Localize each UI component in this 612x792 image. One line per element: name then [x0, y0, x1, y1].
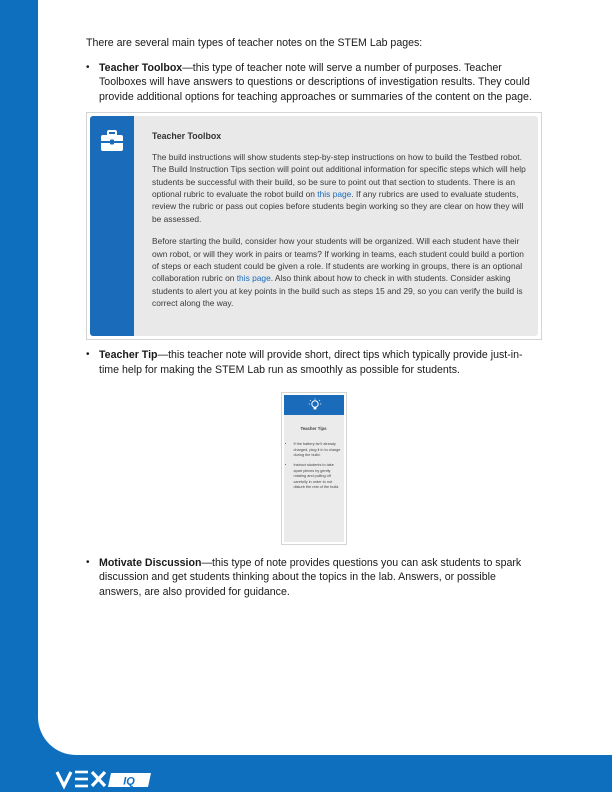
- toolbox-text: . If any rubrics are used to evaluate students, review the rubric or pass out copies before students begin working so they are clear on how they will be assessed.: [152, 189, 524, 224]
- tips-card: [284, 395, 344, 542]
- this-page-link[interactable]: this page: [317, 189, 352, 199]
- toolbox-text: Before starting the build, consider how your students will be organized. Will each student have their own robot, or will they work in pairs or teams? If working in teams, each student could build a portion of steps or each student could be given a role. If students are working in groups, there is an optional collaboration rubric on: [152, 236, 524, 284]
- bullet-title: Teacher Toolbox: [99, 61, 183, 74]
- bullet-title: Teacher Tip: [99, 349, 158, 362]
- this-page-link[interactable]: this page: [236, 273, 271, 284]
- toolbox-body: [152, 130, 528, 319]
- bullet-text: —this teacher note will provide short, direct tips which typically provide just-in-time help for making the STEM Lab run as smoothly as possible for students.: [99, 349, 523, 376]
- toolbox-title: Teacher Toolbox: [152, 131, 222, 142]
- tips-header: [284, 395, 344, 415]
- toolbox-text: . Also think about how to check in with students. Consider asking students to alert you at key points in the build such as steps 15 and 29, so you can verify the build is correct along the way.: [152, 273, 523, 309]
- tips-list: [284, 442, 344, 491]
- list-item: • If the battery isn't already charged, plug it in to charge during the build.: [294, 442, 341, 459]
- bullet-dot: •: [86, 349, 90, 361]
- toolbox-paragraph-1: [152, 151, 528, 225]
- bullet-motivate-discussion: [86, 556, 541, 600]
- document-content: [86, 36, 541, 599]
- list-item: • Instruct students to take apart pieces by gently rotating and pulling off carefully in order to not disturb the rest of the build.: [294, 463, 341, 491]
- intro-text: There are several main types of teacher notes on the STEM Lab pages:: [86, 37, 423, 49]
- toolbox-sidebar: [90, 116, 134, 336]
- lightbulb-icon: [308, 398, 322, 412]
- bullet-dot: •: [86, 61, 90, 73]
- bullet-teacher-toolbox: [86, 61, 541, 105]
- toolbox-paragraph-2: [152, 235, 528, 309]
- logo-sub-text: IQ: [123, 775, 135, 788]
- bullet-text: —this type of note provides questions you can ask students to spark discussion and get students thinking about the topics in the lab. Answers, or possible answers, are also provided for guidance.: [99, 556, 522, 598]
- toolbox-icon: [100, 130, 124, 152]
- bullet-text: —this type of teacher note will serve a number of purposes. Teacher Toolboxes will have answers to questions or descriptions of investigation results. They could provide additional options for teaching approaches or summaries of the content on the page.: [99, 61, 532, 103]
- bullet-title: Motivate Discussion: [99, 556, 202, 569]
- teacher-tips-example-image: [281, 392, 347, 545]
- toolbox-card: [90, 116, 538, 336]
- teacher-toolbox-example-image: [86, 112, 542, 340]
- bullet-teacher-tip: [86, 348, 541, 377]
- tips-title: Teacher Tips: [300, 425, 327, 431]
- vex-iq-logo: [55, 768, 155, 790]
- bullet-dot: •: [86, 556, 90, 568]
- toolbox-text: The build instructions will show students step-by-step instructions on how to build the Testbed robot. The Build Instruction Tips section will point out additional information for specific steps which will help students be successful with their build, so be sure to point out that section to students. There is an optional rubric to evaluate the robot build on: [152, 151, 526, 199]
